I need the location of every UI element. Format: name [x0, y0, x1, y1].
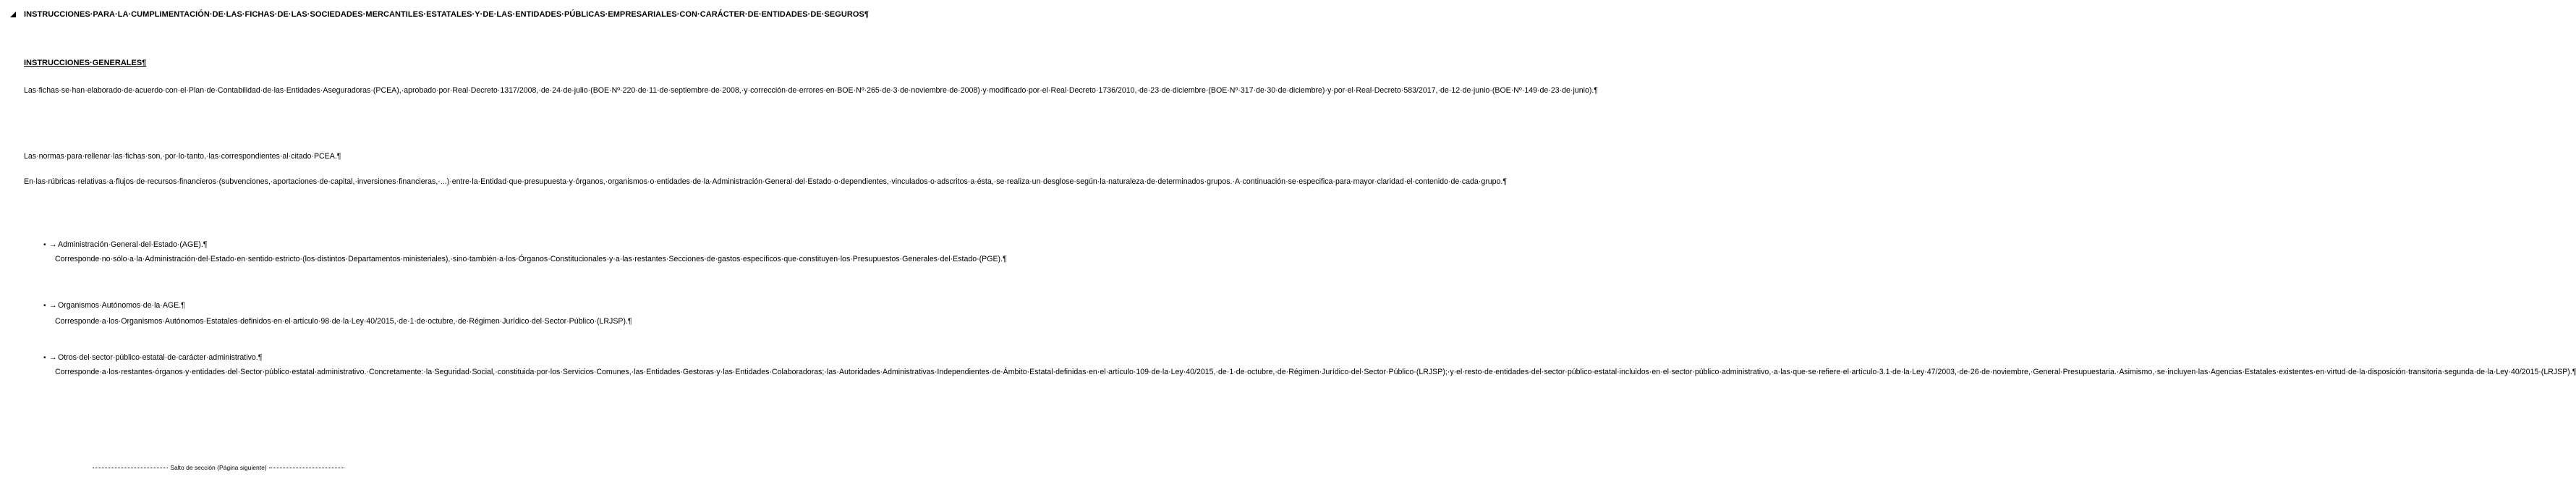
bullet-icon: •	[43, 302, 46, 310]
paragraph-3	[24, 164, 1508, 187]
list-item-title: Administración·General·del·Estado·(AGE).¶	[58, 240, 208, 249]
paragraph-3-text: En·las·rúbricas·relativas·a·flujos·de·recursos·financieros·(subvenciones,·aportaciones·de·capital,·inversiones·financieras,·...)·entre·la·Entidad·que·presupuesta·y·órganos,·organismos·o·entidades·de·la·Administración·General·del·Estado·o·dependientes,·vinculados·o·adscritos·a·ésta,·se·realiza·un·desglose·según·la·naturaleza·de·determinados·grupos.·A·continuación·se·especifica·para·mayor·claridad·el·contenido·de·cada·grupo.¶	[24, 177, 1508, 187]
bullet-icon: •	[43, 354, 46, 362]
list-item-description: Corresponde·no·sólo·a·la·Administración·del·Estado·en·sentido·estricto·(los·distintos·Departamentos·ministeriales),·sino·también·a·los·Órganos·Constitucionales·y·a·las·restantes·Secciones·de·gastos·específicos·que·constituyen·los·Presupuestos·Generales·del·Estado·(PGE).¶	[55, 255, 1007, 263]
list-item-title: Organismos·Autónomos·de·la·AGE.¶	[58, 301, 185, 310]
list-item-description: Corresponde·a·los·restantes·órganos·y·entidades·del·Sector·público·estatal·administrativo.·Concretamente:·la·Seguridad·Social,·constituida·por·los·Servicios·Comunes,·las·Entidades·Gestoras·y·las·Entidades·Colaboradoras;·las·Autoridades·Administrativas·Independientes·de·Ámbito·Estatal·definidas·en·el·artículo·109·de·la·Ley·40/2015,·de·1·de·octubre,·de·Régimen·Jurídico·del·Sector·Público·(LRJSP);·y·el·resto·de·entidades·del·sector·público·estatal·incluidos·en·el·sector·público·administrativo,·a·las·que·se·refiere·el·artículo·3.1·de·la·Ley·47/2003,·de·26·de·noviembre,·General·Presupuestaria.·Asimismo,·se·incluyen·las·Agencias·Estatales·existentes·en·virtud·de·la·disposición·transitoria·segunda·de·la·Ley·40/2015·(LRJSP).¶	[55, 368, 2576, 376]
tab-arrow-icon: →	[49, 353, 57, 362]
list-item-title: Otros·del·sector·público·estatal·de·carácter·administrativo.¶	[58, 353, 263, 362]
paragraph-1-text: Las·fichas·se·han·elaborado·de·acuerdo·con·el·Plan·de·Contabilidad·de·las·Entidades·Aseguradoras·(PCEA),·aprobado·por·Real·Decreto·1317/2008,·de·24·de·julio·(BOE·Nº·220·de·11·de·septiembre·de·2008,·y·corrección·de·errores·en·BOE·Nº·265·de·3·de·noviembre·de·2008)·y·modificado·por·el·Real·Decreto·1736/2010,·de·23·de·diciembre·(BOE·Nº·317·de·30·de·diciembre)·y·por·el·Real·Decreto·583/2017,·de·12·de·junio·(BOE·Nº·149·de·23·de·junio).¶	[24, 86, 1599, 96]
list-item-age	[43, 239, 207, 251]
document-title: INSTRUCCIONES·PARA·LA·CUMPLIMENTACIÓN·DE·LAS·FICHAS·DE·LAS·SOCIEDADES·MERCANTILES·ESTATALES·Y·DE·LAS·ENTIDADES·PÚBLICAS·EMPRESARIALES·CON·CARÁCTER·DE·ENTIDADES·DE·SEGUROS¶	[24, 10, 870, 19]
list-item-otros	[43, 352, 262, 364]
heading-collapse-icon[interactable]	[10, 12, 16, 17]
section-break	[93, 463, 344, 472]
section-break-label: Salto de sección (Página siguiente)	[170, 464, 267, 471]
list-item-description: Corresponde·a·los·Organismos·Autónomos·Estatales·definidos·en·el·artículo·98·de·la·Ley·40/2015,·de·1·de·octubre,·de·Régimen·Jurídico·del·Sector·Público·(LRJSP).¶	[55, 317, 632, 326]
section-heading: INSTRUCCIONES·GENERALES¶	[24, 59, 147, 67]
tab-arrow-icon: →	[49, 301, 57, 310]
bullet-icon: •	[43, 241, 46, 249]
paragraph-1	[24, 73, 1599, 96]
paragraph-2	[24, 139, 344, 162]
tab-arrow-icon: →	[49, 240, 57, 249]
paragraph-2-text: Las·normas·para·rellenar·las·fichas·son,·por·lo·tanto,·las·correspondientes·al·citado·PCEA.¶	[24, 152, 341, 161]
list-item-organismos	[43, 300, 185, 312]
